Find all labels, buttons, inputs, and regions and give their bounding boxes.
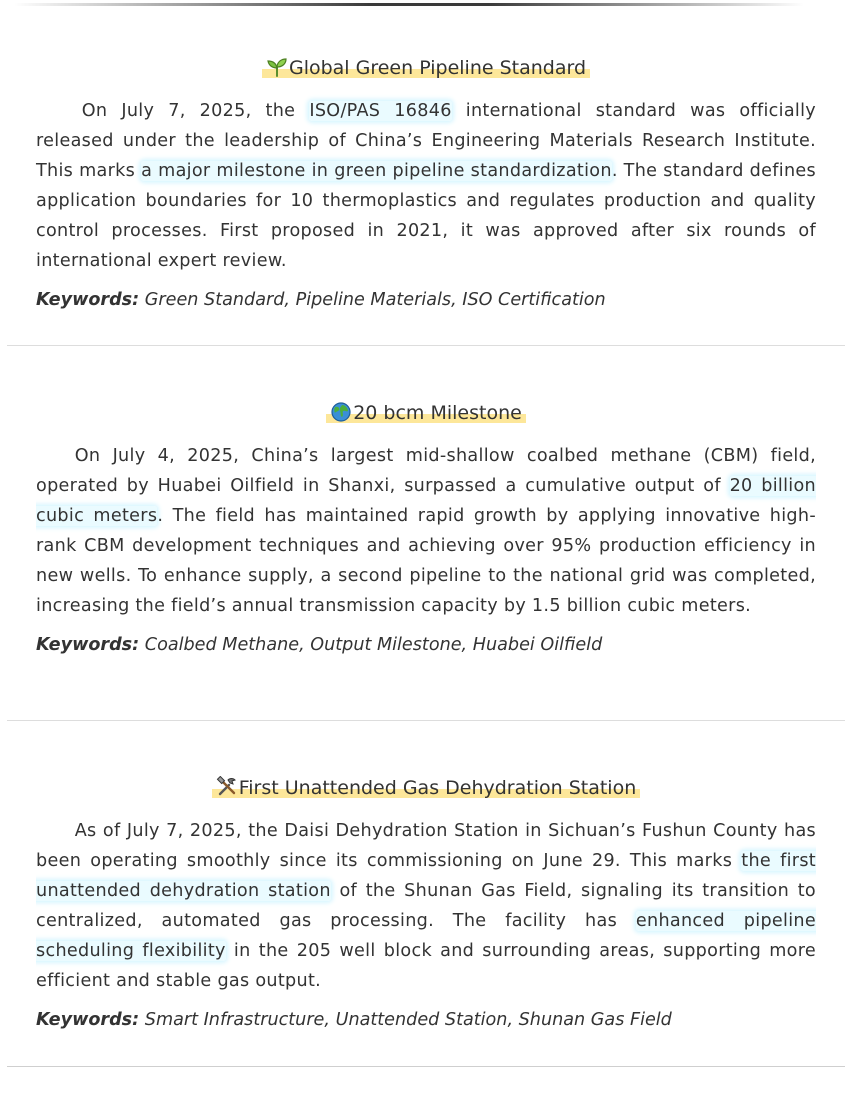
article-20-bcm-milestone — [36, 401, 816, 657]
section-divider — [7, 345, 845, 346]
body-text-segment: On July 4, 2025, China’s largest mid-shallow coalbed methane (CBM) field, operated by Huabei Oilfield in Shanxi, surpassed a cumulative output of — [36, 446, 816, 496]
article-green-pipeline-standard — [36, 56, 816, 312]
keywords-label: Keywords: — [36, 1010, 140, 1030]
article-title-text: Global Green Pipeline Standard — [288, 57, 587, 79]
article-heading-wrap — [36, 776, 816, 806]
seedling-icon — [266, 56, 288, 78]
keywords-line — [36, 1008, 816, 1032]
tools-icon — [216, 776, 238, 798]
keywords-line — [36, 633, 816, 657]
article-heading-wrap — [36, 401, 816, 431]
article-title — [212, 776, 641, 800]
highlighted-text: enhanced pipeline scheduling flexibility — [36, 911, 817, 961]
keywords-list: Coalbed Methane, Output Milestone, Huabei Oilfield — [144, 635, 603, 655]
article-unattended-dehydration-station — [36, 776, 816, 1032]
top-decorative-rule — [14, 3, 804, 6]
globe-icon — [330, 401, 352, 423]
highlighted-text: 20 billion cubic meters — [36, 476, 816, 526]
body-text-segment: . The standard defines application boundaries for 10 thermoplastics and regulates production and quality control processes. First proposed in 2021, it was approved after six rounds of international expert review. — [36, 161, 816, 271]
highlighted-text: the first unattended dehydration station — [36, 851, 816, 901]
keywords-label: Keywords: — [36, 290, 140, 310]
article-title-text: 20 bcm Milestone — [353, 402, 522, 424]
article-title-text: First Unattended Gas Dehydration Station — [238, 777, 637, 799]
article-title — [326, 401, 526, 425]
keywords-list: Green Standard, Pipeline Materials, ISO Certification — [144, 290, 606, 310]
article-body — [36, 441, 816, 621]
article-body — [36, 96, 816, 276]
highlighted-text: ISO/PAS 16846 — [309, 101, 452, 121]
article-heading-wrap — [36, 56, 816, 86]
body-text-segment: . The field has maintained rapid growth by applying innovative high-rank CBM development techniques and achieving over 95% production efficiency in new wells. To enhance supply, a second pipeline to the national grid was completed, increasing the field’s annual transmission capacity by 1.5 billion cubic meters. — [36, 506, 816, 616]
body-text-segment: of the Shunan Gas Field, signaling its transition to centralized, automated gas processing. The facility has — [36, 881, 816, 931]
keywords-line — [36, 288, 816, 312]
article-title — [262, 56, 590, 80]
body-text-segment: As of July 7, 2025, the Daisi Dehydration Station in Sichuan’s Fushun County has been operating smoothly since its commissioning on June 29. This marks — [36, 821, 816, 871]
body-text-segment: international standard was officially released under the leadership of China’s Engineering Materials Research Institute. This marks — [36, 101, 816, 181]
body-text-segment: On July 7, 2025, the — [81, 101, 310, 121]
section-divider — [7, 720, 845, 721]
keywords-list: Smart Infrastructure, Unattended Station, Shunan Gas Field — [144, 1010, 672, 1030]
keywords-label: Keywords: — [36, 635, 140, 655]
article-body — [36, 816, 816, 996]
highlighted-text: a major milestone in green pipeline standardization — [141, 161, 612, 181]
section-divider — [7, 1066, 845, 1067]
body-text-segment: in the 205 well block and surrounding areas, supporting more efficient and stable gas output. — [36, 941, 816, 991]
